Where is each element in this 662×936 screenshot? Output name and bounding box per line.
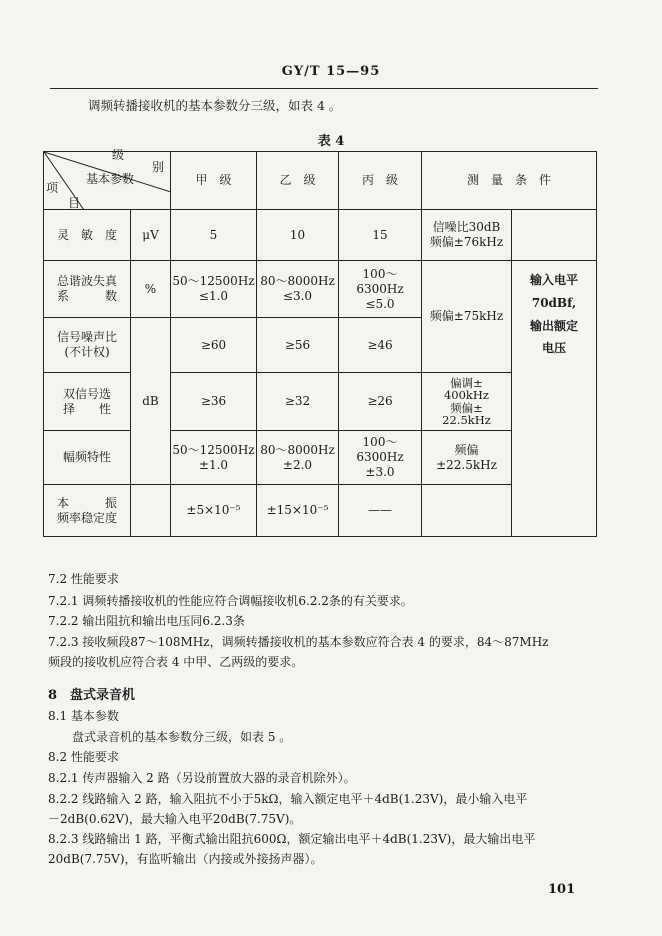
fr-a-value: ±1.0: [198, 457, 229, 472]
cell-sel-a: ≥36: [171, 373, 257, 431]
section-8-1-heading: 8.1 基本参数: [48, 709, 119, 723]
thd-b-value: ≤3.0: [282, 289, 313, 303]
cond-sel-line2: 400kHz: [443, 388, 489, 403]
cond-sel-line4: 22.5kHz: [442, 412, 491, 427]
cell-snr-a: ≥60: [171, 318, 257, 373]
cond-sensitivity-line2: 频偏±76kHz: [429, 235, 504, 249]
cond-input-line2: 70dBf,: [531, 295, 577, 310]
col-header-conditions: 测 量 条 件: [422, 152, 597, 210]
corner-label-grade2: 别: [152, 160, 165, 174]
section-7-2-1: 7.2.1 调频转播接收机的性能应符合调幅接收机6.2.2条的有关要求。: [48, 594, 413, 608]
cell-sel-c: ≥26: [339, 373, 422, 431]
thd-c-value: ≤5.0: [365, 296, 395, 311]
fr-c-range: 100～6300Hz: [356, 435, 404, 464]
cell-sensitivity-b: 10: [257, 210, 339, 261]
cell-lo-a: ±5×10⁻⁵: [171, 485, 257, 537]
cell-snr-b: ≥56: [257, 318, 339, 373]
cond-sel-line3: 频偏±: [450, 400, 483, 415]
row-param-sensitivity: 灵 敏 度: [44, 210, 131, 261]
section-8-2-2-line1: 8.2.2 线路输入 2 路，输入阻抗不小于5kΩ，输入额定电平＋4dB(1.23V)，最小输入电平: [48, 792, 528, 806]
thd-c-range: 100～6300Hz: [356, 266, 404, 296]
section-8-heading: 8 盘式录音机: [48, 688, 136, 703]
cond-fr-line2: ±22.5kHz: [436, 457, 497, 472]
col-header-grade-a: 甲 级: [171, 152, 257, 210]
thd-a-value: ≤1.0: [198, 289, 229, 303]
cell-snr-c: ≥46: [339, 318, 422, 373]
cell-lo-b: ±15×10⁻⁵: [257, 485, 339, 537]
intro-text: 调频转播接收机的基本参数分三级，如表 4 。: [88, 98, 342, 113]
corner-label-params: 基本参数: [86, 172, 135, 186]
cond-input-line4: 电压: [542, 341, 567, 356]
section-8-2-heading: 8.2 性能要求: [48, 750, 119, 764]
section-7-2-3-line2: 频段的接收机应符合表 4 中甲、乙两级的要求。: [48, 655, 304, 669]
param-snr-line2: (不计权): [64, 345, 110, 359]
cell-lo-c: ——: [339, 485, 422, 537]
section-7-2-heading: 7.2 性能要求: [48, 572, 119, 586]
unit-microvolt: μV: [131, 210, 171, 261]
section-8-2-3-line1: 8.2.3 线路输出 1 路，平衡式输出阻抗600Ω，额定输出电平＋4dB(1.23V)，最大输出电平: [48, 832, 536, 846]
section-8-2-2-line2: －2dB(0.62V)，最大输入电平20dB(7.75V)。: [48, 812, 302, 826]
thd-a-range: 50～12500Hz: [172, 274, 255, 288]
param-snr-line1: 信号噪声比: [56, 330, 117, 344]
fr-a-range: 50～12500Hz: [172, 442, 255, 457]
unit-percent: %: [131, 261, 171, 318]
cell-sensitivity-a: 5: [171, 210, 257, 261]
col-header-grade-c: 丙 级: [339, 152, 422, 210]
document-code: GY/T 15—95: [281, 64, 381, 79]
cond-input-line3: 输出额定: [530, 318, 579, 333]
param-lo-line1: 本 振: [56, 495, 117, 510]
section-8-2-3-line2: 20dB(7.75V)，有监听输出（内接或外接扬声器）。: [48, 852, 323, 866]
thd-b-range: 80～8000Hz: [260, 274, 335, 288]
cond-sel-line1: 偏调±: [450, 376, 483, 391]
corner-label-item2: 目: [68, 196, 81, 210]
param-thd-line2: 系 数: [56, 289, 117, 303]
cond-input-line1: 输入电平: [530, 273, 579, 287]
section-8-2-1: 8.2.1 传声器输入 2 路（另设前置放大器的录音机除外）。: [48, 771, 356, 785]
fr-b-value: ±2.0: [282, 457, 313, 472]
cell-sel-b: ≥32: [257, 373, 339, 431]
param-lo-line2: 频率稳定度: [56, 510, 117, 525]
row-param-freq-response: 幅频特性: [44, 431, 131, 485]
unit-decibel: dB: [131, 318, 171, 485]
fr-c-value: ±3.0: [365, 465, 395, 479]
corner-label-grade1: 级: [112, 148, 125, 162]
param-thd-line1: 总谐波失真: [56, 274, 117, 288]
section-7-2-3-line1: 7.2.3 接收频段87～108MHz，调频转播接收机的基本参数应符合表 4 的要求，84～87MHz: [48, 635, 549, 649]
cell-sensitivity-c: 15: [339, 210, 422, 261]
corner-label-item1: 项: [46, 181, 59, 195]
cond-deviation-75k: 频偏±75kHz: [422, 261, 512, 373]
param-sel-line2: 择 性: [62, 401, 111, 416]
cond-fr-line1: 频偏: [454, 442, 479, 457]
cond-sensitivity-line1: 信噪比30dB: [432, 220, 501, 234]
section-7-2-2: 7.2.2 输出阻抗和输出电压同6.2.3条: [48, 614, 245, 628]
page-number: 101: [548, 882, 576, 897]
fr-b-range: 80～8000Hz: [260, 442, 335, 457]
section-8-1-text: 盘式录音机的基本参数分三级，如表 5 。: [72, 730, 292, 744]
param-sel-line1: 双信号选: [62, 386, 111, 401]
table-caption: 表 4: [317, 134, 345, 149]
col-header-grade-b: 乙 级: [257, 152, 339, 210]
